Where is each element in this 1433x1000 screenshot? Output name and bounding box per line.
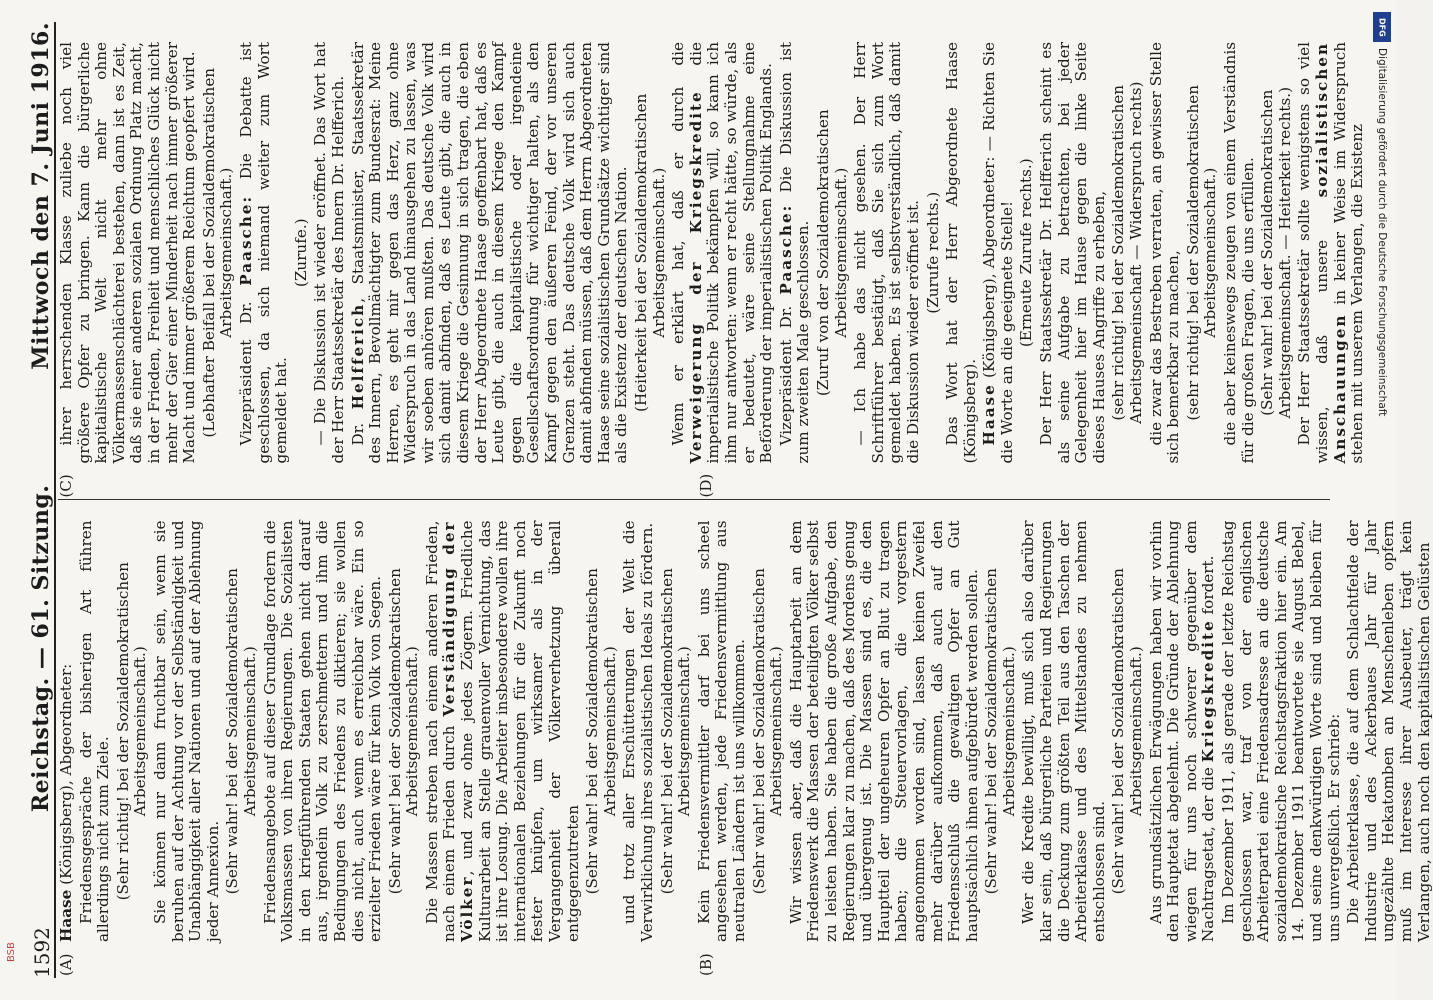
interjection-text: (Sehr wahr! bei der Sozialdemokratischen Arbeitsgemeinschaft.) <box>223 568 259 895</box>
paragraph-text: Der Herr Staatssekretär sollte wenigstens so viel wissen, daß unsere <box>1295 42 1331 464</box>
emphasis-text: Haase <box>980 383 999 446</box>
paragraph-text: — Die Diskussion ist wieder eröffnet. Das Wort hat der Herr Staatssekretär des Innern Dr. Helfferich. <box>311 42 347 464</box>
interjection <box>1259 42 1294 464</box>
paragraph <box>1220 521 1343 943</box>
interjection <box>1110 42 1145 464</box>
speaker-name: Haase <box>57 889 75 942</box>
col-right-text <box>58 42 1367 464</box>
paragraph-text: Friedensangebote auf dieser Grundlage fordern die Volksmassen von ihren Regierungen. Die Sozialisten in den kriegführenden Staaten gehen nicht darauf aus, irgendein Volk zu zerschmettern und ihm die Bedingungen des Friedens zu diktieren; sie wollen dies nicht, auch wenn es erreichbar wäre. Ein so erzielter Frieden wäre für kein Volk von Segen. <box>260 520 385 942</box>
paragraph <box>58 42 199 464</box>
interjection-text: (Zurufe.) <box>291 218 310 288</box>
right-header-title: Mittwoch den 7. Juni 1916. <box>28 22 54 370</box>
emphasis-text: Helfferich <box>348 302 367 410</box>
paragraph <box>424 521 582 943</box>
paragraph-text: Die Arbeiterklasse, die auf dem Schlachtfelde der Industrie und des Ackerbaues Jahr für Jahr ungezählte Hekatomben an Menschenleben opfern muß im Interesse ihrer Ausbeuter, trägt kein Verlangen, auch noch den kapitalistischen Gelüsten <box>1344 520 1433 942</box>
interjection-text: (Sehr wahr! bei der Sozialdemokratischen Arbeitsgemeinschaft.) <box>385 568 422 895</box>
paragraph <box>350 42 632 464</box>
interjection <box>1018 42 1036 464</box>
paragraph <box>981 42 1016 464</box>
paragraph <box>238 42 291 464</box>
paragraph-text: Friedensgespräche der bisherigen Art führen allerdings nicht zum Ziele. <box>76 520 113 942</box>
paragraph-text: Die Diskussion ist zum zweiten Male geschlossen. <box>776 42 813 464</box>
paragraph-text: Das Wort hat der Herr Abgeordnete Haase (Königsberg). <box>943 42 979 464</box>
paragraph <box>670 42 776 464</box>
interjection-text: (Zuruf von der Sozialdemokratischen Arbeitsgemeinschaft.) <box>813 109 850 397</box>
paragraph <box>78 521 113 943</box>
interjection <box>201 42 236 464</box>
left-column <box>57 501 1433 979</box>
paragraph-text: die imperialistische Politik bekämpfen will, so kann ich ihm nur antworten: wenn er recht hätte, so würde, als er bedeutet, wäre seine Stellungnahme eine Beförderung der imperialistischen Politik Englands. <box>686 42 776 464</box>
paragraph <box>1020 521 1108 943</box>
paragraph <box>1038 42 1108 464</box>
interjection <box>815 42 850 464</box>
paragraph <box>788 521 982 943</box>
paragraph-text: ihrer herrschenden Klasse zuliebe noch viel größere Opfer zu bringen. Kann die bürgerliche kapitalistische Welt nicht mehr ohne Völkermassenschlächterei bestehen, dann ist es Zeit, daß sie einer anderen sozialen Ordnung Platz macht, in der Frieden, Freiheit und menschliches Glück nicht mehr der Gier einer Minderheit nach immer größerer Macht und immer größerem Reichtum geopfert wird. <box>57 42 199 464</box>
emphasis-text: Verweigerung der Kriegskredite <box>686 90 705 464</box>
emphasis-text: Kriegskredite <box>1199 619 1218 763</box>
interjection <box>983 521 1018 943</box>
interjection-text: (Erneute Zurufe rechts.) <box>1017 158 1036 348</box>
paragraph-text: fordert. <box>1199 555 1218 620</box>
interjection-text: (Sehr wahr! bei der Sozialdemokratischen Arbeitsgemeinschaft.) <box>583 568 619 895</box>
marker-c: (C) <box>57 474 75 498</box>
paragraph-text: Kein Friedensvermittler darf bei uns scheel angesehen werden, jede Friedensvermittlung aus neutralen Ländern ist uns willkommen. <box>694 520 748 942</box>
paragraph-text: Wer die Kredite bewilligt, muß sich also darüber klar sein, daß bürgerliche Parteien und Regierungen die Deckung zum größten Teil aus den Taschen der Arbeiterklasse und des Mittelstandes zu nehmen entschlossen sind. <box>1019 520 1108 942</box>
paragraph <box>312 42 347 464</box>
left-header-title: Reichstag. — 61. Sitzung. <box>28 484 54 813</box>
interjection <box>293 42 311 464</box>
paragraph-text: (Königsberg), Abgeordneter: <box>57 663 75 890</box>
paragraph <box>262 521 385 943</box>
interjection <box>751 521 786 943</box>
paragraph-text: in keiner Weise im Widerspruch stehen mit unserem Verlangen, die Existenz <box>1330 42 1367 464</box>
page-number: 1592 <box>30 927 54 978</box>
library-mark: BSB <box>6 942 17 962</box>
interjection <box>925 42 943 464</box>
paragraph-text: Sie können nur dann fruchtbar sein, wenn sie beruhen auf der Achtung vor der Selbständigkeit und Unabhängigkeit aller Nationen und auf der Ablehnung jeder Annexion. <box>150 520 222 942</box>
marker-d: (D) <box>697 473 715 498</box>
interjection-text: (Lebhafter Beifall bei der Sozialdemokratischen Arbeitsgemeinschaft.) <box>199 67 236 438</box>
paragraph-text: Wir wissen aber, daß die Hauptarbeit an dem Friedenswerk die Massen der beteiligten Völker selbst zu leisten haben. Sie haben die große Aufgabe, den Regierungen klar zu machen, daß des Mordens genug und übergenug ist. Die Massen sind es, die den Hauptteil der ungeheuren Opfer an Blut zu tragen haben; die Steuervorlagen, die vorgestern angenommen worden sind, lassen keinen Zweifel mehr darüber aufkommen, daß auch auf den Friedensschluß die gewaltigen Opfer an Gut hauptsächlich ihnen aufgebürdet werden sollen. <box>786 520 981 942</box>
interjection <box>584 521 619 943</box>
paragraph-text: Der Herr Staatssekretär Dr. Helfferich scheint es als seine Aufgabe zu betrachten, bei jeder Gelegenheit hier im Hause gegen die linke Seite dieses Hauses Angriffe zu erheben, <box>1037 42 1108 464</box>
marker-a: (A) <box>57 953 75 976</box>
interjection <box>224 521 259 943</box>
interjection-text: (Sehr wahr! bei der Sozialdemokratischen Arbeitsgemeinschaft. — Heiterkeit rechts.) <box>1258 86 1294 419</box>
emphasis-text: Paasche: <box>236 194 255 286</box>
interjection-text: (sehr richtig! bei der Sozialdemokratischen Arbeitsgemeinschaft.) <box>1183 84 1220 421</box>
paragraph-text: Vizepräsident Dr. <box>776 294 795 446</box>
paragraph-text: Dr. <box>348 409 367 446</box>
emphasis-text: sozialistischen Anschauungen <box>1312 42 1349 464</box>
paragraph-text: Die Massen streben nach einem anderen Frieden, nach einem Frieden durch <box>422 520 459 942</box>
paragraph <box>944 42 979 464</box>
interjection <box>1185 42 1220 464</box>
paragraph <box>778 42 813 464</box>
interjection-text: (Sehr richtig! bei der Sozialdemokratischen Arbeitsgemeinschaft.) <box>113 562 150 901</box>
interjection <box>1110 521 1145 943</box>
interjection-text: (Zurufe rechts.) <box>923 191 942 314</box>
funding-text: Digitalisierung gefördert durch die Deutsche Forschungsgemeinschaft <box>1376 48 1388 417</box>
paragraph-text: Aus grundsätzlichen Erwägungen haben wir vorhin den Hauptetat abgelehnt. Die Gründe der Ablehnung wiegen für uns noch schwerer gegenüber dem Nachtragsetat, der die <box>1146 520 1218 942</box>
paragraph <box>1296 42 1366 464</box>
paragraph-text: die zwar das Bestreben verraten, an gewisser Stelle sich bemerkbar zu machen, <box>1146 42 1183 464</box>
paragraph <box>1222 42 1257 464</box>
interjection-text: (Sehr wahr! bei der Sozialdemokratischen Arbeitsgemeinschaft.) <box>1109 568 1146 895</box>
paragraph <box>58 521 76 943</box>
marker-b: (B) <box>697 953 715 976</box>
paragraph-text: (Königsberg), Abgeordneter: — Richten Sie die Worte an die geeignete Stelle! <box>980 42 1016 464</box>
paragraph-text: und trotz aller Erschütterungen der Welt die Verwirklichung ihres sozialistischen Ideals zu fördern. <box>620 520 656 942</box>
paragraph-text: — Ich habe das nicht gesehen. Der Herr Schriftführer bestätigt, daß Sie sich zum Wort gemeldet haben. Es ist selbstverständlich, daß damit die Diskussion wieder eröffnet ist. <box>851 42 922 464</box>
paragraph-text: die aber keineswegs zeugen von einem Verständnis für die großen Fragen, die uns erfüllen. <box>1221 42 1257 464</box>
interjection-text: (sehr richtig! bei der Sozialdemokratischen Arbeitsgemeinschaft — Widerspruch rechts) <box>1109 81 1146 424</box>
page-header <box>14 22 56 978</box>
interjection-text: (Sehr wahr! bei der Sozialdemokratischen Arbeitsgemeinschaft.) <box>657 568 694 895</box>
funding-note <box>1372 12 1392 992</box>
interjection <box>633 42 668 464</box>
interjection-text: (Sehr wahr! bei der Sozialdemokratischen Arbeitsgemeinschaft.) <box>749 568 786 895</box>
interjection-text: (Sehr wahr! bei der Sozialdemokratischen Arbeitsgemeinschaft.) <box>982 568 1018 895</box>
paragraph-text: , Staatsminister, Staatssekretär des Innern, Bevollmächtigter zum Bundesrat: Meine Herren, es geht mir gegen das Herz, ganz ohne Widerspruch in das Land hinausgehen zu lassen, was wir soeben anhören mußten. Das deutsche Volk wird sich damit abfinden, daß es Leute gibt, die auch in diesem Kriege die Gesinnung in sich tragen, die eben der Herr Abgeordnete Haase geoffenbart hat, daß es Leute gibt, die auch in diesem Kriege den Kampf gegen die kapitalistische oder irgendeine Gesellschaftsordnung für wichtiger halten, als den Kampf gegen den äußeren Feind, der vor unseren Grenzen steht. Das deutsche Volk wird sich auch damit abfinden müssen, daß dem Herrn Abgeordneten Haase seine sozialistischen Grundsätze wichtiger sind als die Existenz der deutschen Nation. <box>348 42 631 464</box>
right-column <box>57 22 1367 501</box>
paragraph-text: Die Debatte ist geschlossen, da sich niemand weiter zum Wort gemeldet hat. <box>236 42 291 464</box>
interjection-text: (Heiterkeit bei der Sozialdemokratischen Arbeitsgemeinschaft.) <box>632 93 668 412</box>
emphasis-text: Paasche: <box>776 203 795 295</box>
paragraph <box>852 42 922 464</box>
interjection <box>115 521 150 943</box>
dfg-logo-icon: DFG <box>1373 12 1391 42</box>
interjection <box>659 521 694 943</box>
paragraph <box>1148 42 1183 464</box>
paragraph-text: , und zwar ohne jedes Zögern. Friedliche Kulturarbeit an Stelle grauenvoller Vernichtung, das ist ihre Losung. Die Arbeiter insbesondere wollen ihre internationalen Beziehungen für die Zukunft noch fester knüpfen, um wirksamer als in der Vergangenheit der Völkerverhetzung überall entgegenzutreten <box>458 520 582 942</box>
paragraph <box>621 521 656 943</box>
paragraph-text: Wenn er erklärt hat, daß er durch die <box>669 42 688 446</box>
paragraph-text: Im Dezember 1911, als gerade der letzte Reichstag geschlossen war, traf von der englischen Arbeiterpartei eine Friedensadresse an die deutsche sozialdemokratische Reichstagsfraktion hier ein. Am 14. Dezember 1911 beantwortete sie August Bebel, und seine denkwürdigen Worte sind und bleiben für uns unvergeßlich. Er schrieb: <box>1219 520 1343 942</box>
col-left-text <box>58 521 1433 943</box>
interjection <box>387 521 422 943</box>
paragraph <box>696 521 749 943</box>
paragraph-text: Vizepräsident Dr. <box>236 285 255 446</box>
paragraph <box>1148 521 1218 943</box>
emphasis-text: Verständigung der Völker <box>440 520 477 942</box>
paragraph <box>152 521 222 943</box>
